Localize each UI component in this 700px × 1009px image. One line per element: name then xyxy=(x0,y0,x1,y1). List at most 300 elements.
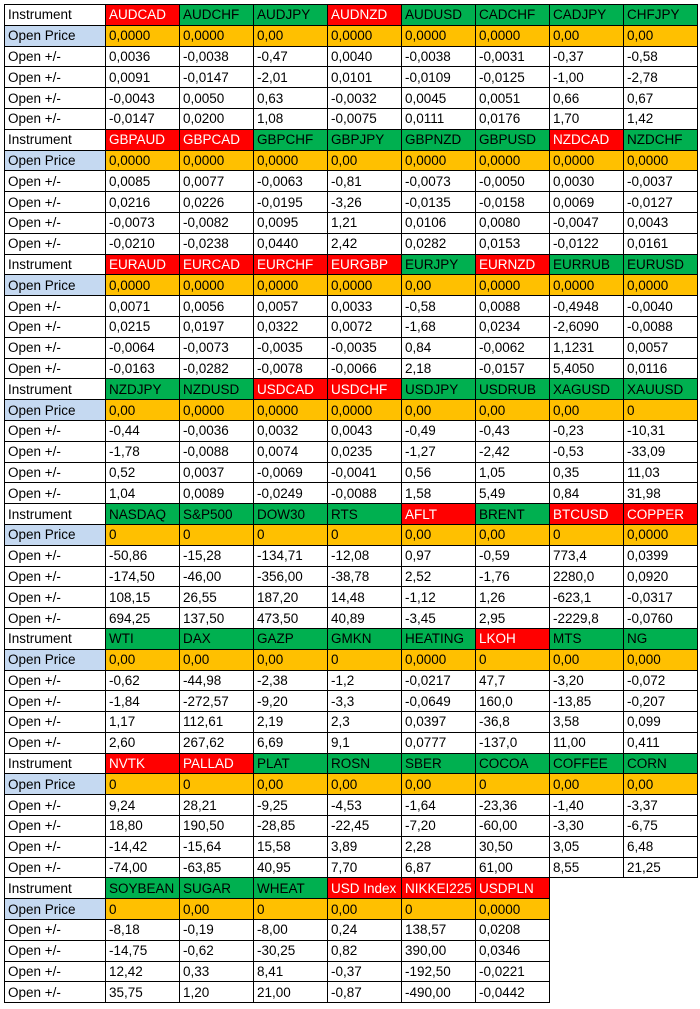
instrument-symbol[interactable]: NG xyxy=(624,628,698,649)
delta-cell[interactable]: -0,0210 xyxy=(106,233,180,254)
delta-cell[interactable]: -4,53 xyxy=(328,795,402,816)
delta-cell[interactable]: 8,55 xyxy=(550,857,624,878)
delta-cell[interactable]: 0,099 xyxy=(624,712,698,733)
delta-cell[interactable]: -0,0073 xyxy=(402,171,476,192)
open-price-cell[interactable]: 0,00 xyxy=(106,400,180,421)
instrument-symbol[interactable]: EURNZD xyxy=(476,254,550,275)
open-price-cell[interactable]: 0,0000 xyxy=(254,150,328,171)
delta-cell[interactable]: 0,0088 xyxy=(476,296,550,317)
delta-cell[interactable]: -2,38 xyxy=(254,670,328,691)
delta-cell[interactable]: -0,0038 xyxy=(180,46,254,67)
delta-cell[interactable]: 0,0043 xyxy=(328,420,402,441)
delta-cell[interactable]: -3,3 xyxy=(328,691,402,712)
instrument-symbol[interactable]: USD Index xyxy=(328,878,402,899)
instrument-symbol[interactable]: USDCAD xyxy=(254,379,328,400)
delta-cell[interactable]: 0,0215 xyxy=(106,316,180,337)
instrument-symbol[interactable]: GMKN xyxy=(328,628,402,649)
delta-cell[interactable]: 9,1 xyxy=(328,732,402,753)
delta-cell[interactable]: -0,0035 xyxy=(328,337,402,358)
instrument-symbol[interactable]: GBPUSD xyxy=(476,129,550,150)
delta-cell[interactable]: -0,0075 xyxy=(328,108,402,129)
open-price-cell[interactable]: 0 xyxy=(402,899,476,920)
delta-cell[interactable]: -0,58 xyxy=(624,46,698,67)
delta-cell[interactable]: -0,62 xyxy=(106,670,180,691)
delta-cell[interactable]: -0,072 xyxy=(624,670,698,691)
delta-cell[interactable]: -0,207 xyxy=(624,691,698,712)
open-price-cell[interactable]: 0,00 xyxy=(402,275,476,296)
instrument-symbol[interactable]: USDCHF xyxy=(328,379,402,400)
open-price-cell[interactable]: 0,0000 xyxy=(476,275,550,296)
instrument-symbol[interactable]: GBPAUD xyxy=(106,129,180,150)
delta-cell[interactable]: -0,23 xyxy=(550,420,624,441)
delta-cell[interactable]: 0,0216 xyxy=(106,192,180,213)
instrument-symbol[interactable]: LKOH xyxy=(476,628,550,649)
instrument-symbol[interactable]: COPPER xyxy=(624,504,698,525)
delta-cell[interactable]: -38,78 xyxy=(328,566,402,587)
delta-cell[interactable]: -0,0122 xyxy=(550,233,624,254)
open-price-cell[interactable]: 0,0000 xyxy=(550,150,624,171)
delta-cell[interactable]: -9,25 xyxy=(254,795,328,816)
delta-cell[interactable]: 0,33 xyxy=(180,961,254,982)
instrument-symbol[interactable]: RTS xyxy=(328,504,402,525)
instrument-symbol[interactable]: MTS xyxy=(550,628,624,649)
delta-cell[interactable]: 773,4 xyxy=(550,545,624,566)
delta-cell[interactable]: 0,56 xyxy=(402,462,476,483)
delta-cell[interactable]: -63,85 xyxy=(180,857,254,878)
delta-cell[interactable]: 0,0057 xyxy=(624,337,698,358)
open-price-cell[interactable]: 0,0000 xyxy=(550,275,624,296)
delta-cell[interactable]: 2,95 xyxy=(476,608,550,629)
delta-cell[interactable]: -1,2 xyxy=(328,670,402,691)
delta-cell[interactable]: -0,0040 xyxy=(624,296,698,317)
instrument-symbol[interactable]: PLAT xyxy=(254,753,328,774)
open-price-cell[interactable]: 0,00 xyxy=(476,400,550,421)
instrument-symbol[interactable]: CHFJPY xyxy=(624,5,698,26)
delta-cell[interactable]: -10,31 xyxy=(624,420,698,441)
instrument-symbol[interactable]: EURJPY xyxy=(402,254,476,275)
instrument-symbol[interactable]: XAUUSD xyxy=(624,379,698,400)
instrument-symbol[interactable]: USDJPY xyxy=(402,379,476,400)
delta-cell[interactable]: -15,64 xyxy=(180,836,254,857)
delta-cell[interactable]: -0,44 xyxy=(106,420,180,441)
delta-cell[interactable]: 0,0111 xyxy=(402,108,476,129)
open-price-cell[interactable]: 0,0000 xyxy=(624,275,698,296)
delta-cell[interactable]: -7,20 xyxy=(402,816,476,837)
delta-cell[interactable]: -0,0127 xyxy=(624,192,698,213)
delta-cell[interactable]: 0,0036 xyxy=(106,46,180,67)
delta-cell[interactable]: -134,71 xyxy=(254,545,328,566)
delta-cell[interactable]: 3,05 xyxy=(550,836,624,857)
delta-cell[interactable]: -0,0050 xyxy=(476,171,550,192)
open-price-cell[interactable]: 0,0000 xyxy=(106,25,180,46)
delta-cell[interactable]: -0,0082 xyxy=(180,212,254,233)
delta-cell[interactable]: 1,42 xyxy=(624,108,698,129)
delta-cell[interactable]: 0,0116 xyxy=(624,358,698,379)
delta-cell[interactable]: 0,0030 xyxy=(550,171,624,192)
delta-cell[interactable]: 47,7 xyxy=(476,670,550,691)
delta-cell[interactable]: 1,1231 xyxy=(550,337,624,358)
instrument-symbol[interactable]: CADCHF xyxy=(476,5,550,26)
delta-cell[interactable]: 0,0226 xyxy=(180,192,254,213)
delta-cell[interactable]: 0,0101 xyxy=(328,67,402,88)
delta-cell[interactable]: -1,78 xyxy=(106,441,180,462)
delta-cell[interactable]: -0,37 xyxy=(328,961,402,982)
instrument-symbol[interactable]: SUGAR xyxy=(180,878,254,899)
delta-cell[interactable]: -3,20 xyxy=(550,670,624,691)
delta-cell[interactable]: -0,0163 xyxy=(106,358,180,379)
delta-cell[interactable]: 0,0322 xyxy=(254,316,328,337)
delta-cell[interactable]: -46,00 xyxy=(180,566,254,587)
delta-cell[interactable]: 11,03 xyxy=(624,462,698,483)
delta-cell[interactable]: -0,0064 xyxy=(106,337,180,358)
instrument-symbol[interactable]: ROSN xyxy=(328,753,402,774)
delta-cell[interactable]: -2,01 xyxy=(254,67,328,88)
delta-cell[interactable]: 28,21 xyxy=(180,795,254,816)
delta-cell[interactable]: -490,00 xyxy=(402,982,476,1003)
delta-cell[interactable]: 138,57 xyxy=(402,920,476,941)
delta-cell[interactable]: -0,0069 xyxy=(254,462,328,483)
delta-cell[interactable]: 3,58 xyxy=(550,712,624,733)
open-price-cell[interactable]: 0,00 xyxy=(550,400,624,421)
instrument-symbol[interactable]: AUDCAD xyxy=(106,5,180,26)
instrument-symbol[interactable]: AFLT xyxy=(402,504,476,525)
delta-cell[interactable]: -6,75 xyxy=(624,816,698,837)
delta-cell[interactable]: 0,0091 xyxy=(106,67,180,88)
delta-cell[interactable]: 18,80 xyxy=(106,816,180,837)
delta-cell[interactable]: -0,0078 xyxy=(254,358,328,379)
open-price-cell[interactable]: 0,00 xyxy=(550,25,624,46)
delta-cell[interactable]: 3,89 xyxy=(328,836,402,857)
instrument-symbol[interactable]: SOYBEAN xyxy=(106,878,180,899)
instrument-symbol[interactable]: COFFEE xyxy=(550,753,624,774)
delta-cell[interactable]: 0,0234 xyxy=(476,316,550,337)
instrument-symbol[interactable]: BTCUSD xyxy=(550,504,624,525)
delta-cell[interactable]: -0,0157 xyxy=(476,358,550,379)
delta-cell[interactable]: -0,0088 xyxy=(180,441,254,462)
delta-cell[interactable]: -1,68 xyxy=(402,316,476,337)
delta-cell[interactable]: -0,0760 xyxy=(624,608,698,629)
delta-cell[interactable]: 473,50 xyxy=(254,608,328,629)
delta-cell[interactable]: 0,0085 xyxy=(106,171,180,192)
instrument-symbol[interactable]: GBPCAD xyxy=(180,129,254,150)
delta-cell[interactable]: 0,0069 xyxy=(550,192,624,213)
open-price-cell[interactable]: 0,0000 xyxy=(180,400,254,421)
delta-cell[interactable]: -1,64 xyxy=(402,795,476,816)
instrument-symbol[interactable]: AUDJPY xyxy=(254,5,328,26)
delta-cell[interactable]: 0,0208 xyxy=(476,920,550,941)
open-price-cell[interactable]: 0,0000 xyxy=(624,524,698,545)
open-price-cell[interactable]: 0,0000 xyxy=(106,275,180,296)
delta-cell[interactable]: 694,25 xyxy=(106,608,180,629)
instrument-symbol[interactable]: CORN xyxy=(624,753,698,774)
instrument-symbol[interactable]: GBPJPY xyxy=(328,129,402,150)
delta-cell[interactable]: 21,25 xyxy=(624,857,698,878)
open-price-cell[interactable]: 0,0000 xyxy=(476,25,550,46)
delta-cell[interactable]: -0,0043 xyxy=(106,88,180,109)
delta-cell[interactable]: 187,20 xyxy=(254,587,328,608)
delta-cell[interactable]: -0,0135 xyxy=(402,192,476,213)
delta-cell[interactable]: -0,43 xyxy=(476,420,550,441)
delta-cell[interactable]: 0,0033 xyxy=(328,296,402,317)
delta-cell[interactable]: 0,0057 xyxy=(254,296,328,317)
delta-cell[interactable]: -0,0195 xyxy=(254,192,328,213)
delta-cell[interactable]: 0,0440 xyxy=(254,233,328,254)
open-price-cell[interactable]: 0 xyxy=(254,899,328,920)
open-price-cell[interactable]: 0,0000 xyxy=(180,25,254,46)
delta-cell[interactable]: -0,0249 xyxy=(254,483,328,504)
open-price-cell[interactable]: 0,00 xyxy=(328,150,402,171)
delta-cell[interactable]: -0,0109 xyxy=(402,67,476,88)
instrument-symbol[interactable]: USDRUB xyxy=(476,379,550,400)
delta-cell[interactable]: 2,60 xyxy=(106,732,180,753)
delta-cell[interactable]: -0,0125 xyxy=(476,67,550,88)
instrument-symbol[interactable]: NZDJPY xyxy=(106,379,180,400)
delta-cell[interactable]: 190,50 xyxy=(180,816,254,837)
open-price-cell[interactable]: 0,00 xyxy=(402,400,476,421)
instrument-symbol[interactable]: NASDAQ xyxy=(106,504,180,525)
delta-cell[interactable]: 0,0176 xyxy=(476,108,550,129)
open-price-cell[interactable]: 0,00 xyxy=(624,25,698,46)
delta-cell[interactable]: 2,52 xyxy=(402,566,476,587)
delta-cell[interactable]: 0,0777 xyxy=(402,732,476,753)
delta-cell[interactable]: 35,75 xyxy=(106,982,180,1003)
instrument-symbol[interactable]: S&P500 xyxy=(180,504,254,525)
delta-cell[interactable]: 2,18 xyxy=(402,358,476,379)
delta-cell[interactable]: 2280,0 xyxy=(550,566,624,587)
open-price-cell[interactable]: 0,00 xyxy=(106,649,180,670)
delta-cell[interactable]: 0,0071 xyxy=(106,296,180,317)
delta-cell[interactable]: 0,0920 xyxy=(624,566,698,587)
delta-cell[interactable]: 1,21 xyxy=(328,212,402,233)
delta-cell[interactable]: -2,42 xyxy=(476,441,550,462)
open-price-cell[interactable]: 0,00 xyxy=(328,774,402,795)
instrument-symbol[interactable]: NVTK xyxy=(106,753,180,774)
delta-cell[interactable]: 0,0043 xyxy=(624,212,698,233)
delta-cell[interactable]: -0,53 xyxy=(550,441,624,462)
delta-cell[interactable]: -0,0041 xyxy=(328,462,402,483)
delta-cell[interactable]: -0,62 xyxy=(180,940,254,961)
open-price-cell[interactable]: 0 xyxy=(254,524,328,545)
instrument-symbol[interactable]: NZDCHF xyxy=(624,129,698,150)
delta-cell[interactable]: 40,95 xyxy=(254,857,328,878)
delta-cell[interactable]: -2,6090 xyxy=(550,316,624,337)
delta-cell[interactable]: 0,52 xyxy=(106,462,180,483)
delta-cell[interactable]: -0,19 xyxy=(180,920,254,941)
open-price-cell[interactable]: 0,00 xyxy=(402,524,476,545)
open-price-cell[interactable]: 0,0000 xyxy=(328,400,402,421)
open-price-cell[interactable]: 0,0000 xyxy=(402,150,476,171)
instrument-symbol[interactable]: CADJPY xyxy=(550,5,624,26)
delta-cell[interactable]: -50,86 xyxy=(106,545,180,566)
delta-cell[interactable]: -0,0088 xyxy=(624,316,698,337)
open-price-cell[interactable]: 0 xyxy=(106,524,180,545)
delta-cell[interactable]: 1,70 xyxy=(550,108,624,129)
instrument-symbol[interactable]: EURCAD xyxy=(180,254,254,275)
instrument-symbol[interactable]: EURRUB xyxy=(550,254,624,275)
delta-cell[interactable]: 0,66 xyxy=(550,88,624,109)
delta-cell[interactable]: -0,0649 xyxy=(402,691,476,712)
delta-cell[interactable]: -13,85 xyxy=(550,691,624,712)
delta-cell[interactable]: 0,0080 xyxy=(476,212,550,233)
delta-cell[interactable]: 0,84 xyxy=(402,337,476,358)
open-price-cell[interactable]: 0,00 xyxy=(402,774,476,795)
open-price-cell[interactable]: 0,0000 xyxy=(476,150,550,171)
delta-cell[interactable]: -0,0037 xyxy=(624,171,698,192)
delta-cell[interactable]: 0,0056 xyxy=(180,296,254,317)
instrument-symbol[interactable]: HEATING xyxy=(402,628,476,649)
delta-cell[interactable]: -0,0038 xyxy=(402,46,476,67)
instrument-symbol[interactable]: DAX xyxy=(180,628,254,649)
delta-cell[interactable]: 0,0072 xyxy=(328,316,402,337)
delta-cell[interactable]: -1,84 xyxy=(106,691,180,712)
open-price-cell[interactable]: 0,00 xyxy=(624,774,698,795)
delta-cell[interactable]: -0,4948 xyxy=(550,296,624,317)
delta-cell[interactable]: 0,0050 xyxy=(180,88,254,109)
instrument-symbol[interactable]: EURCHF xyxy=(254,254,328,275)
instrument-symbol[interactable]: AUDUSD xyxy=(402,5,476,26)
delta-cell[interactable]: 0,0089 xyxy=(180,483,254,504)
open-price-cell[interactable]: 0,0000 xyxy=(624,150,698,171)
delta-cell[interactable]: -0,0147 xyxy=(106,108,180,129)
delta-cell[interactable]: 14,48 xyxy=(328,587,402,608)
delta-cell[interactable]: -0,0073 xyxy=(180,337,254,358)
open-price-cell[interactable]: 0,0000 xyxy=(328,275,402,296)
delta-cell[interactable]: 0,0282 xyxy=(402,233,476,254)
delta-cell[interactable]: -14,75 xyxy=(106,940,180,961)
delta-cell[interactable]: -0,0088 xyxy=(328,483,402,504)
delta-cell[interactable]: 0,0346 xyxy=(476,940,550,961)
open-price-cell[interactable]: 0,00 xyxy=(180,649,254,670)
delta-cell[interactable]: 12,42 xyxy=(106,961,180,982)
open-price-cell[interactable]: 0 xyxy=(328,649,402,670)
delta-cell[interactable]: -2,78 xyxy=(624,67,698,88)
delta-cell[interactable]: 0,0200 xyxy=(180,108,254,129)
delta-cell[interactable]: 21,00 xyxy=(254,982,328,1003)
open-price-cell[interactable]: 0 xyxy=(624,400,698,421)
delta-cell[interactable]: -0,0063 xyxy=(254,171,328,192)
delta-cell[interactable]: 267,62 xyxy=(180,732,254,753)
delta-cell[interactable]: 15,58 xyxy=(254,836,328,857)
delta-cell[interactable]: -0,0147 xyxy=(180,67,254,88)
delta-cell[interactable]: 9,24 xyxy=(106,795,180,816)
delta-cell[interactable]: -3,30 xyxy=(550,816,624,837)
delta-cell[interactable]: -3,37 xyxy=(624,795,698,816)
delta-cell[interactable]: 0,84 xyxy=(550,483,624,504)
instrument-symbol[interactable]: COCOA xyxy=(476,753,550,774)
open-price-cell[interactable]: 0,0000 xyxy=(180,275,254,296)
delta-cell[interactable]: 0,24 xyxy=(328,920,402,941)
delta-cell[interactable]: -1,00 xyxy=(550,67,624,88)
delta-cell[interactable]: 0,0106 xyxy=(402,212,476,233)
delta-cell[interactable]: 26,55 xyxy=(180,587,254,608)
delta-cell[interactable]: -0,47 xyxy=(254,46,328,67)
delta-cell[interactable]: 40,89 xyxy=(328,608,402,629)
delta-cell[interactable]: 112,61 xyxy=(180,712,254,733)
open-price-cell[interactable]: 0,0000 xyxy=(180,150,254,171)
delta-cell[interactable]: -356,00 xyxy=(254,566,328,587)
delta-cell[interactable]: 2,19 xyxy=(254,712,328,733)
delta-cell[interactable]: 1,58 xyxy=(402,483,476,504)
open-price-cell[interactable]: 0,0000 xyxy=(476,899,550,920)
instrument-symbol[interactable]: NIKKEI225 xyxy=(402,878,476,899)
delta-cell[interactable]: 0,67 xyxy=(624,88,698,109)
delta-cell[interactable]: 0,35 xyxy=(550,462,624,483)
delta-cell[interactable]: -0,0031 xyxy=(476,46,550,67)
delta-cell[interactable]: -0,37 xyxy=(550,46,624,67)
delta-cell[interactable]: -28,85 xyxy=(254,816,328,837)
delta-cell[interactable]: 0,0161 xyxy=(624,233,698,254)
delta-cell[interactable]: 0,0051 xyxy=(476,88,550,109)
delta-cell[interactable]: -44,98 xyxy=(180,670,254,691)
instrument-symbol[interactable]: PALLAD xyxy=(180,753,254,774)
delta-cell[interactable]: 0,63 xyxy=(254,88,328,109)
delta-cell[interactable]: -0,0035 xyxy=(254,337,328,358)
delta-cell[interactable]: -0,0062 xyxy=(476,337,550,358)
instrument-symbol[interactable]: AUDCHF xyxy=(180,5,254,26)
delta-cell[interactable]: -15,28 xyxy=(180,545,254,566)
delta-cell[interactable]: 7,70 xyxy=(328,857,402,878)
open-price-cell[interactable]: 0,000 xyxy=(624,649,698,670)
delta-cell[interactable]: -1,40 xyxy=(550,795,624,816)
delta-cell[interactable]: -74,00 xyxy=(106,857,180,878)
delta-cell[interactable]: -3,45 xyxy=(402,608,476,629)
open-price-cell[interactable]: 0,00 xyxy=(550,774,624,795)
open-price-cell[interactable]: 0,0000 xyxy=(402,25,476,46)
delta-cell[interactable]: -0,87 xyxy=(328,982,402,1003)
delta-cell[interactable]: -0,58 xyxy=(402,296,476,317)
delta-cell[interactable]: 0,0040 xyxy=(328,46,402,67)
delta-cell[interactable]: -0,0036 xyxy=(180,420,254,441)
delta-cell[interactable]: -36,8 xyxy=(476,712,550,733)
delta-cell[interactable]: -8,18 xyxy=(106,920,180,941)
delta-cell[interactable]: -0,0442 xyxy=(476,982,550,1003)
delta-cell[interactable]: -1,12 xyxy=(402,587,476,608)
instrument-symbol[interactable]: SBER xyxy=(402,753,476,774)
open-price-cell[interactable]: 0 xyxy=(106,774,180,795)
delta-cell[interactable]: 0,0197 xyxy=(180,316,254,337)
delta-cell[interactable]: 0,0235 xyxy=(328,441,402,462)
delta-cell[interactable]: -0,0066 xyxy=(328,358,402,379)
delta-cell[interactable]: 1,04 xyxy=(106,483,180,504)
open-price-cell[interactable]: 0,00 xyxy=(254,649,328,670)
open-price-cell[interactable]: 0 xyxy=(476,774,550,795)
delta-cell[interactable]: -60,00 xyxy=(476,816,550,837)
delta-cell[interactable]: -1,27 xyxy=(402,441,476,462)
open-price-cell[interactable]: 0,00 xyxy=(550,649,624,670)
delta-cell[interactable]: -30,25 xyxy=(254,940,328,961)
open-price-cell[interactable]: 0,0000 xyxy=(328,25,402,46)
delta-cell[interactable]: -137,0 xyxy=(476,732,550,753)
delta-cell[interactable]: -0,0317 xyxy=(624,587,698,608)
instrument-symbol[interactable]: XAGUSD xyxy=(550,379,624,400)
delta-cell[interactable]: 1,08 xyxy=(254,108,328,129)
open-price-cell[interactable]: 0 xyxy=(476,649,550,670)
delta-cell[interactable]: -0,0221 xyxy=(476,961,550,982)
delta-cell[interactable]: 6,69 xyxy=(254,732,328,753)
delta-cell[interactable]: 5,49 xyxy=(476,483,550,504)
delta-cell[interactable]: 0,0153 xyxy=(476,233,550,254)
delta-cell[interactable]: 0,0077 xyxy=(180,171,254,192)
delta-cell[interactable]: -0,0032 xyxy=(328,88,402,109)
delta-cell[interactable]: 6,87 xyxy=(402,857,476,878)
open-price-cell[interactable]: 0,0000 xyxy=(402,649,476,670)
delta-cell[interactable]: 5,4050 xyxy=(550,358,624,379)
instrument-symbol[interactable]: EURAUD xyxy=(106,254,180,275)
delta-cell[interactable]: 6,48 xyxy=(624,836,698,857)
instrument-symbol[interactable]: GBPCHF xyxy=(254,129,328,150)
delta-cell[interactable]: 1,05 xyxy=(476,462,550,483)
delta-cell[interactable]: 1,17 xyxy=(106,712,180,733)
